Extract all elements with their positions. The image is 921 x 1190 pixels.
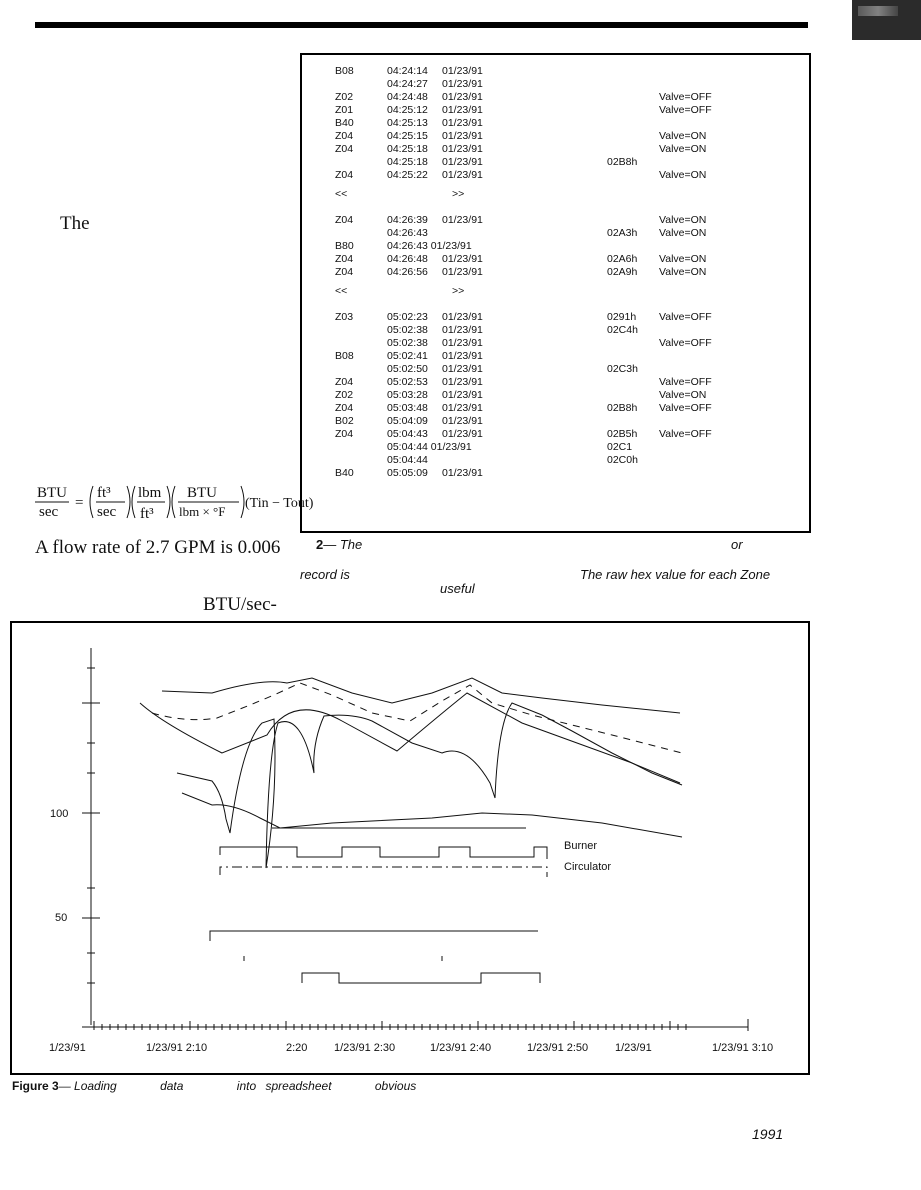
log-date: 01/23/91 xyxy=(442,65,483,77)
log-row xyxy=(302,454,809,467)
log-date: 01/23/91 xyxy=(442,91,483,103)
log-row xyxy=(302,214,809,227)
log-zone: Z04 xyxy=(335,266,354,278)
log-date: 01/23/91 xyxy=(442,214,483,226)
log-hex-value: 0291h xyxy=(607,311,637,323)
log-time: 04:24:14 xyxy=(387,65,428,77)
log-time: 04:26:43 01/23/91 xyxy=(387,240,472,252)
log-valve-state: Valve=ON xyxy=(659,143,707,155)
log-hex-value: 02B8h xyxy=(607,402,638,414)
event-log-listing xyxy=(300,53,811,533)
log-row xyxy=(302,467,809,480)
body-text-the: The xyxy=(60,213,90,234)
log-time: 05:04:44 xyxy=(387,454,428,466)
log-date: 01/23/91 xyxy=(442,467,483,479)
log-row xyxy=(302,350,809,363)
log-time: 04:24:27 xyxy=(387,78,428,90)
log-row xyxy=(302,415,809,428)
eq-tail: (Tin − Tout) xyxy=(245,496,314,511)
top-rule xyxy=(35,22,808,28)
log-date: 01/23/91 xyxy=(442,78,483,90)
log-time: 05:05:09 xyxy=(387,467,428,479)
x-tick-label: 1/23/91 3:10 xyxy=(712,1042,774,1054)
log-zone: Z04 xyxy=(335,253,354,265)
log-valve-state: Valve=OFF xyxy=(659,428,712,440)
y-tick-100: 100 xyxy=(50,808,69,820)
log-time: 05:02:41 xyxy=(387,350,428,362)
log-time: 04:25:18 xyxy=(387,143,428,155)
log-time: 05:02:38 xyxy=(387,337,428,349)
log-valve-state: Valve=ON xyxy=(659,253,707,265)
log-hex-value: 02B8h xyxy=(607,156,638,168)
log-valve-state: Valve=OFF xyxy=(659,311,712,323)
log-zone: Z04 xyxy=(335,376,354,388)
log-zone: Z03 xyxy=(335,311,354,323)
log-date: 01/23/91 xyxy=(442,311,483,323)
x-tick-label: 1/23/91 2:50 xyxy=(527,1042,589,1054)
log-row xyxy=(302,130,809,143)
log-date: 01/23/91 xyxy=(442,253,483,265)
log-row xyxy=(302,253,809,266)
x-tick-label: 1/23/91 xyxy=(615,1042,652,1054)
log-zone: Z02 xyxy=(335,389,354,401)
x-tick-label: 1/23/91 2:40 xyxy=(430,1042,492,1054)
log-zone: Z04 xyxy=(335,143,354,155)
eq-equals: = xyxy=(75,495,84,511)
fig3-label: Figure 3 xyxy=(12,1079,59,1093)
log-time: 04:26:56 xyxy=(387,266,428,278)
log-zone: B40 xyxy=(335,117,354,129)
log-date: 01/23/91 xyxy=(442,143,483,155)
log-date: 01/23/91 xyxy=(442,376,483,388)
log-date: 01/23/91 xyxy=(442,428,483,440)
log-hex-value: 02A9h xyxy=(607,266,638,278)
eq-f3-den: lbm × °F xyxy=(179,504,226,519)
log-date: 01/23/91 xyxy=(442,363,483,375)
log-time: 05:04:44 01/23/91 xyxy=(387,441,472,453)
series-line-3 xyxy=(162,678,680,713)
log-time: 04:26:39 xyxy=(387,214,428,226)
log-hex-value: 02C1 xyxy=(607,441,633,453)
log-time: 05:03:28 xyxy=(387,389,428,401)
fig3-into: into xyxy=(236,1079,257,1093)
log-zone: Z04 xyxy=(335,214,354,226)
x-minor-ticks xyxy=(94,1019,748,1031)
log-valve-state: Valve=ON xyxy=(659,266,707,278)
log-zone: B02 xyxy=(335,415,354,427)
log-time: 05:02:23 xyxy=(387,311,428,323)
log-date: 01/23/91 xyxy=(442,169,483,181)
log-row xyxy=(302,324,809,337)
page-year: 1991 xyxy=(752,1126,784,1142)
log-time: 05:04:43 xyxy=(387,428,428,440)
eq-f3-num: BTU xyxy=(187,485,217,501)
log-valve-state: Valve=OFF xyxy=(659,91,712,103)
log-time: 05:02:38 xyxy=(387,324,428,336)
log-date: 01/23/91 xyxy=(442,415,483,427)
log-row xyxy=(302,240,809,253)
log-row xyxy=(302,169,809,182)
log-zone: Z01 xyxy=(335,104,354,116)
log-row xyxy=(302,156,809,169)
log-valve-state: Valve=ON xyxy=(659,169,707,181)
log-valve-state: Valve=ON xyxy=(659,130,707,142)
log-date: 01/23/91 xyxy=(442,350,483,362)
log-zone: Z04 xyxy=(335,402,354,414)
fig3-data: data xyxy=(160,1079,184,1093)
temperature-chart xyxy=(12,623,808,1073)
log-date: 01/23/91 xyxy=(442,402,483,414)
log-gap-close: >> xyxy=(452,285,465,297)
log-valve-state: Valve=ON xyxy=(659,227,707,239)
log-valve-state: Valve=ON xyxy=(659,389,707,401)
log-gap-open: << xyxy=(335,188,348,200)
log-time: 04:26:48 xyxy=(387,253,428,265)
log-valve-state: Valve=ON xyxy=(659,214,707,226)
fig3-obvious: obvious xyxy=(374,1079,417,1093)
log-valve-state: Valve=OFF xyxy=(659,337,712,349)
chart-frame xyxy=(10,621,810,1075)
body-text-btu-sec: BTU/sec- xyxy=(203,594,277,615)
eq-f1-den: sec xyxy=(97,504,117,520)
lower-trace-2 xyxy=(302,973,540,983)
log-valve-state: Valve=OFF xyxy=(659,104,712,116)
fig2-number: 2 xyxy=(316,537,324,552)
log-zone: B80 xyxy=(335,240,354,252)
log-zone: Z02 xyxy=(335,91,354,103)
log-row xyxy=(302,91,809,104)
series-line-5 xyxy=(182,793,682,837)
log-gap-open: << xyxy=(335,285,348,297)
log-zone: Z04 xyxy=(335,130,354,142)
log-row xyxy=(302,227,809,240)
log-time: 04:24:48 xyxy=(387,91,428,103)
series-line-1 xyxy=(140,693,680,783)
page-corner-mark xyxy=(852,0,921,40)
log-row xyxy=(302,389,809,402)
log-date: 01/23/91 xyxy=(442,266,483,278)
heat-equation xyxy=(35,482,314,522)
fig2-caption-line1 xyxy=(316,537,362,552)
y-tick-50: 50 xyxy=(55,912,68,924)
log-time: 04:26:43 xyxy=(387,227,428,239)
log-row xyxy=(302,402,809,415)
legend-circulator: Circulator xyxy=(564,861,612,873)
fig2-caption-or: or xyxy=(731,537,743,552)
log-hex-value: 02A3h xyxy=(607,227,638,239)
eq-lhs-num: BTU xyxy=(37,485,67,501)
fig2-caption-start: — The xyxy=(323,537,363,552)
log-valve-state: Valve=OFF xyxy=(659,376,712,388)
x-tick-label: 1/23/91 2:30 xyxy=(334,1042,396,1054)
log-time: 05:04:09 xyxy=(387,415,428,427)
log-time: 05:02:53 xyxy=(387,376,428,388)
x-tick-label: 1/23/91 xyxy=(49,1042,86,1054)
eq-f1-num: ft³ xyxy=(97,485,111,501)
fig2-caption-useful: useful xyxy=(440,581,475,596)
x-tick-label: 2:20 xyxy=(286,1042,308,1054)
log-gap-row xyxy=(302,285,809,298)
log-time: 04:25:15 xyxy=(387,130,428,142)
log-date: 01/23/91 xyxy=(442,324,483,336)
fig3-loading: — Loading xyxy=(58,1079,117,1093)
fig3-caption xyxy=(12,1079,416,1093)
circulator-trace xyxy=(220,867,547,877)
log-row xyxy=(302,311,809,324)
log-zone: Z04 xyxy=(335,169,354,181)
log-hex-value: 02C0h xyxy=(607,454,638,466)
log-hex-value: 02C3h xyxy=(607,363,638,375)
fig3-spreadsheet: spreadsheet xyxy=(265,1079,332,1093)
log-gap-row xyxy=(302,188,809,201)
log-date: 01/23/91 xyxy=(442,104,483,116)
log-time: 04:25:22 xyxy=(387,169,428,181)
eq-f2-den: ft³ xyxy=(140,506,154,522)
legend-burner: Burner xyxy=(564,840,598,852)
log-date: 01/23/91 xyxy=(442,117,483,129)
fig2-caption-record: record is xyxy=(300,567,350,582)
log-time: 05:03:48 xyxy=(387,402,428,414)
body-text-flow-rate: A flow rate of 2.7 GPM is 0.006 xyxy=(35,537,281,558)
series-line-4 xyxy=(177,703,682,868)
lower-trace-1 xyxy=(210,931,538,941)
log-hex-value: 02C4h xyxy=(607,324,638,336)
log-row xyxy=(302,428,809,441)
log-time: 04:25:12 xyxy=(387,104,428,116)
log-row xyxy=(302,117,809,130)
log-hex-value: 02B5h xyxy=(607,428,638,440)
log-row xyxy=(302,376,809,389)
log-time: 05:02:50 xyxy=(387,363,428,375)
log-date: 01/23/91 xyxy=(442,389,483,401)
log-row xyxy=(302,337,809,350)
log-row xyxy=(302,104,809,117)
log-row xyxy=(302,266,809,279)
log-date: 01/23/91 xyxy=(442,130,483,142)
eq-f2-num: lbm xyxy=(138,485,162,501)
log-time: 04:25:18 xyxy=(387,156,428,168)
eq-lhs-den: sec xyxy=(39,504,59,520)
log-hex-value: 02A6h xyxy=(607,253,638,265)
log-row xyxy=(302,143,809,156)
x-tick-label: 1/23/91 2:10 xyxy=(146,1042,208,1054)
log-date: 01/23/91 xyxy=(442,337,483,349)
log-row xyxy=(302,363,809,376)
log-zone: B08 xyxy=(335,350,354,362)
fig2-caption-raw: The raw hex value for each Zone xyxy=(580,567,771,582)
log-row xyxy=(302,78,809,91)
log-zone: Z04 xyxy=(335,428,354,440)
log-gap-close: >> xyxy=(452,188,465,200)
log-zone: B40 xyxy=(335,467,354,479)
log-row xyxy=(302,441,809,454)
series-line-2 xyxy=(152,683,682,753)
log-time: 04:25:13 xyxy=(387,117,428,129)
log-row xyxy=(302,65,809,78)
log-valve-state: Valve=OFF xyxy=(659,402,712,414)
log-zone: B08 xyxy=(335,65,354,77)
log-date: 01/23/91 xyxy=(442,156,483,168)
